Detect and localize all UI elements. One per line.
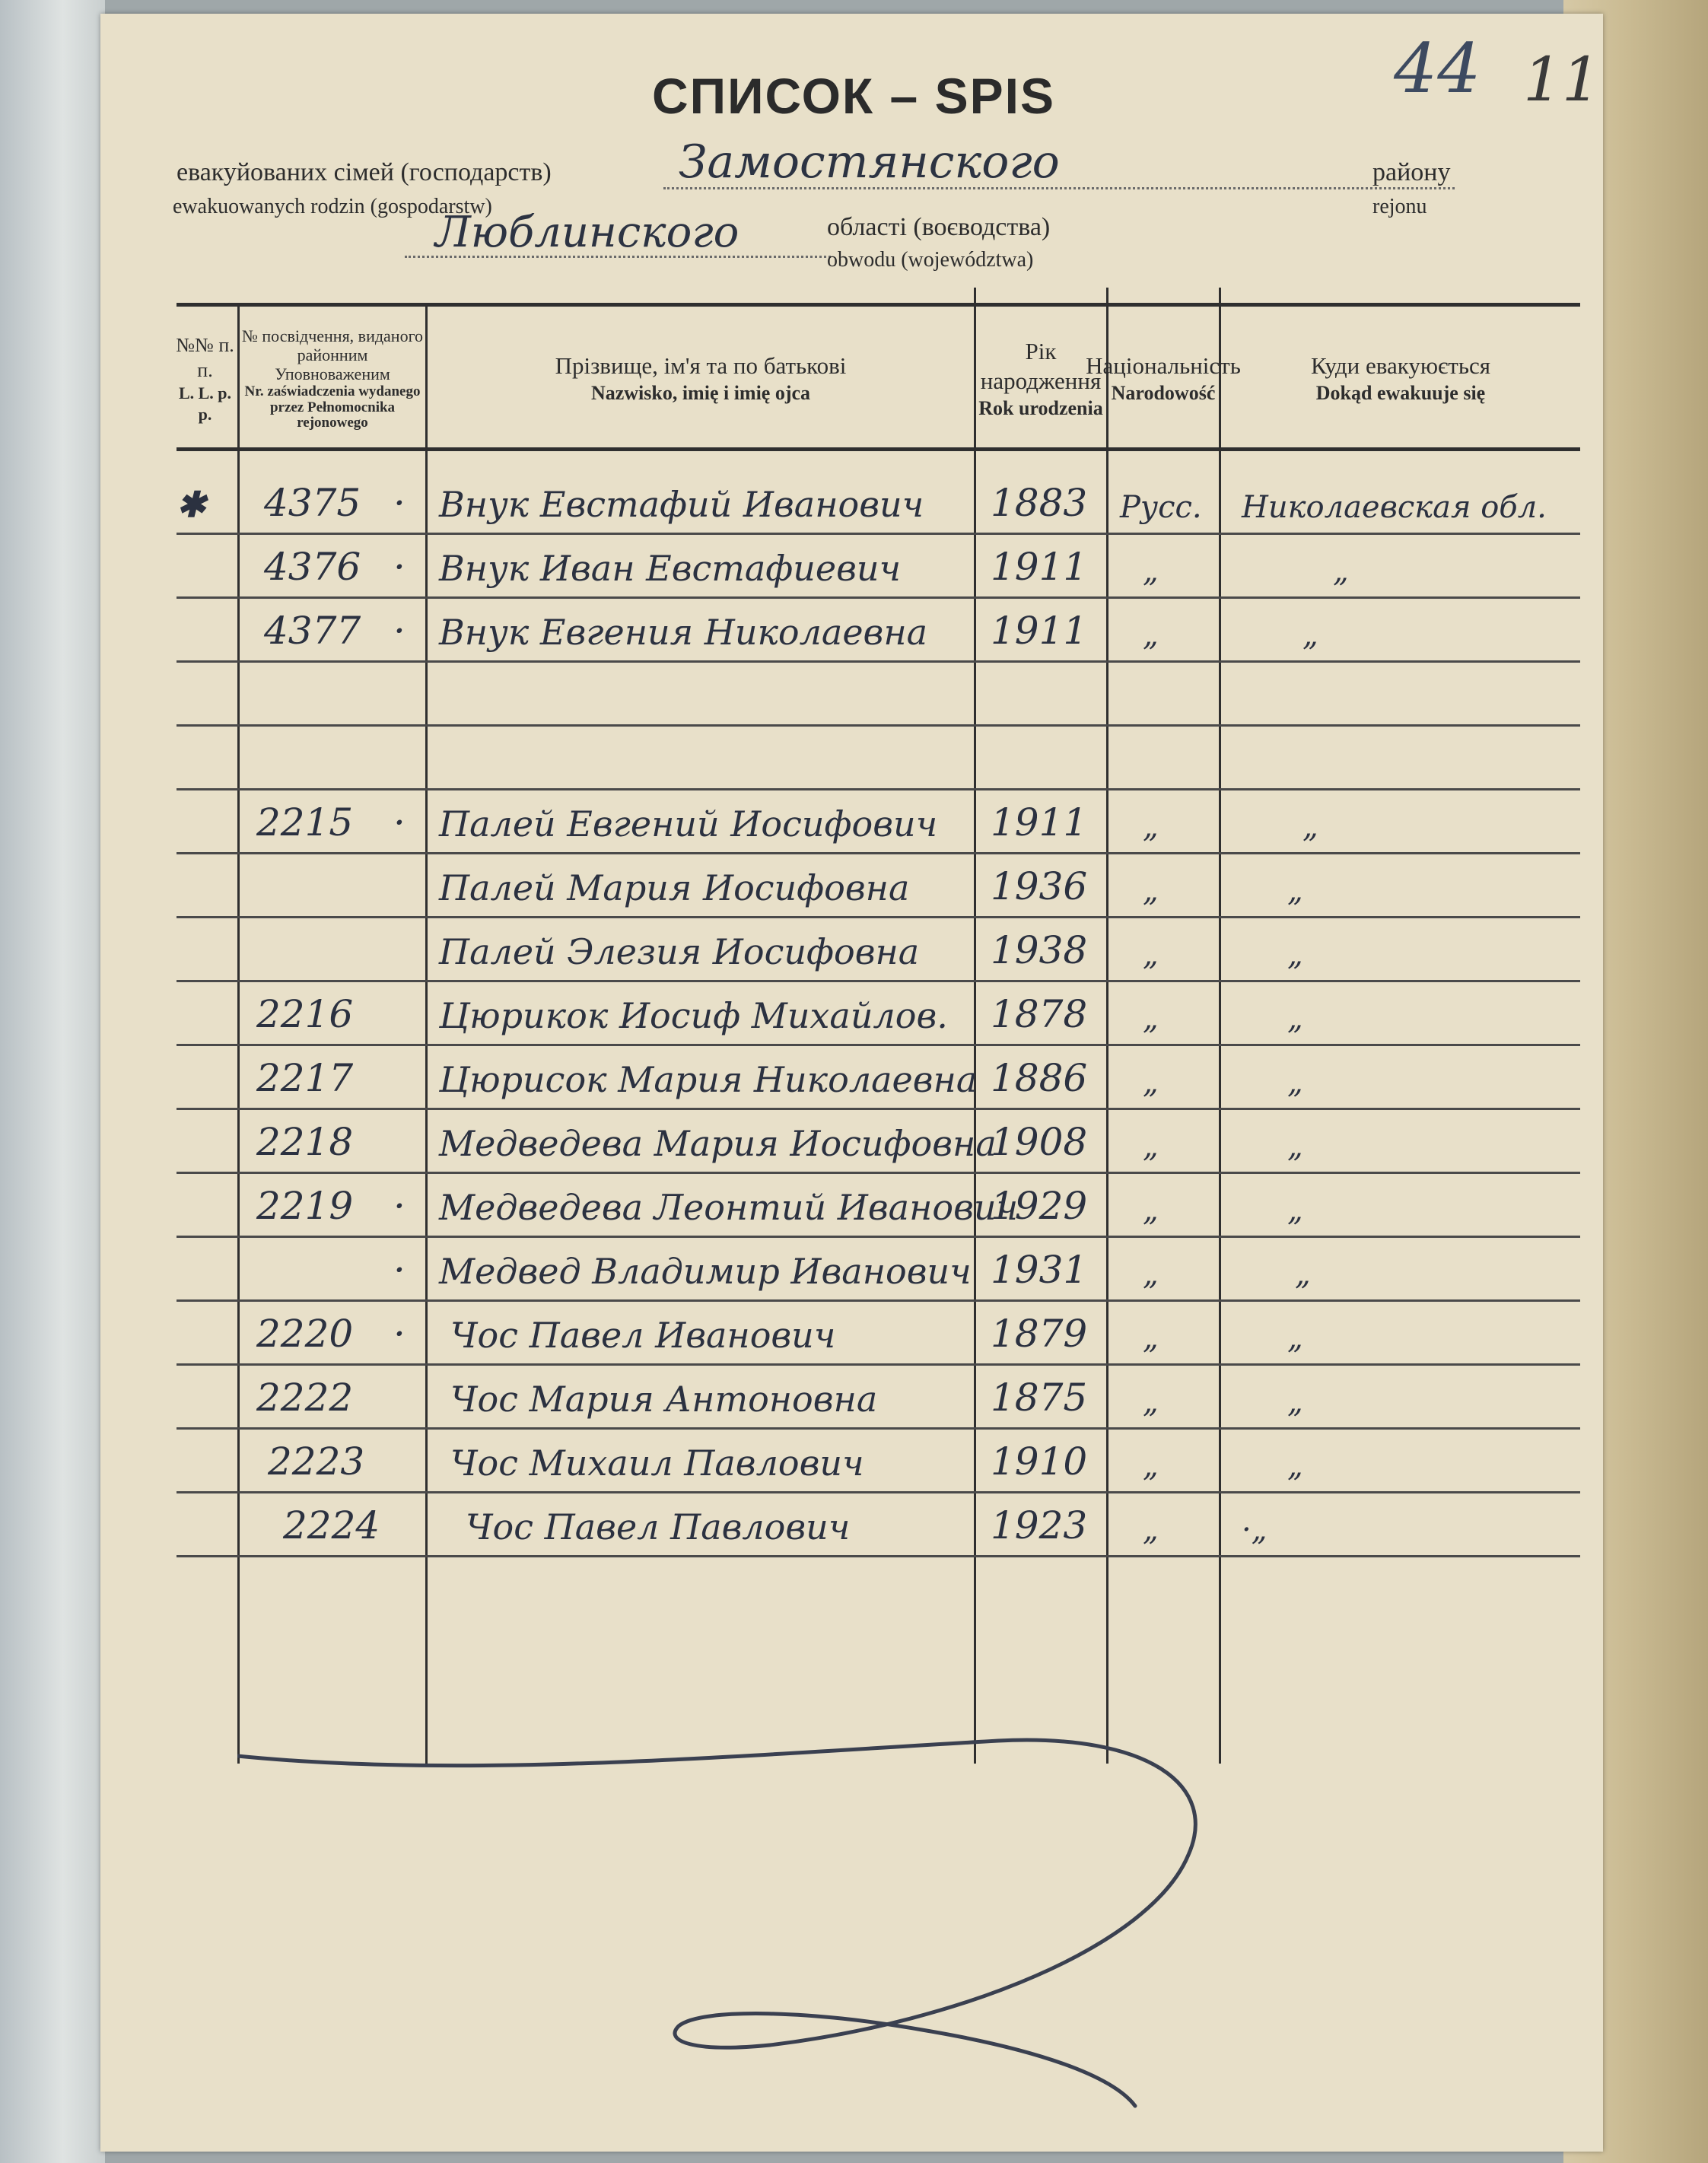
header-name: Прізвище, ім'я та по батькові Nazwisko, imię i imię ojca (555, 352, 847, 405)
header-cert: № посвідчення, виданого районним Уповноваженим Nr. zaświadczenia wydanego przez Pełnomocnika rejonowego (241, 326, 424, 431)
region-label-pl: obwodu (województwa) (827, 248, 1034, 272)
table-row: 4376 · Внук Иван Евстафиевич 1911 „ „ (100, 533, 1603, 596)
table-row: 2220 · Чос Павел Иванович 1879 „ „ (100, 1299, 1603, 1363)
table-row: 2219 · Медведева Леонтий Иванович 1929 „ „ (100, 1172, 1603, 1236)
region-value: Люблинского (435, 208, 739, 257)
families-label-pl: ewakuowanych rodzin (gospodarstw) (173, 195, 492, 218)
header-num: №№ п. п. L. L. p. p. (176, 334, 234, 424)
table-row (100, 724, 1603, 788)
header-year: Рік народження Rok urodzenia (978, 338, 1103, 419)
table-header-bottom-rule (177, 447, 1580, 451)
table-row: 4377 · Внук Евгения Николаевна 1911 „ „ (100, 596, 1603, 660)
district-label-ua: району (1372, 158, 1451, 186)
header-destination: Куди евакуюється Dokąd ewakuuje się (1310, 352, 1491, 405)
district-label-pl: rejonu (1372, 195, 1427, 218)
table-row: Палей Элезия Иосифовна 1938 „ „ (100, 916, 1603, 980)
table-row: Палей Мария Иосифовна 1936 „ „ (100, 852, 1603, 916)
table-row: 2224 Чос Павел Павлович 1923 „ ·„ (100, 1491, 1603, 1555)
table-row: 2218 Медведева Мария Иосифовна 1908 „ „ (100, 1108, 1603, 1172)
closing-swirl-mark (237, 1726, 1226, 2121)
table-row (100, 660, 1603, 724)
page-number-handwritten: 44 (1394, 29, 1481, 109)
document-page (100, 14, 1603, 2152)
district-dotline (663, 187, 1455, 189)
table-row: 2222 Чос Мария Антоновна 1875 „ „ (100, 1363, 1603, 1427)
table-top-rule (177, 303, 1580, 307)
table-row: 2216 Цюрикок Иосиф Михайлов. 1878 „ „ (100, 980, 1603, 1044)
families-label-ua: евакуйованих сімей (господарств) (177, 158, 552, 186)
table-row: 2223 Чос Михаил Павлович 1910 „ „ (100, 1427, 1603, 1491)
header-nationality: Національність Narodowość (1086, 352, 1241, 405)
table-row: 2215 · Палей Евгений Иосифович 1911 „ „ (100, 788, 1603, 852)
table-row: · Медвед Владимир Иванович 1931 „ „ (100, 1236, 1603, 1299)
region-label-ua: області (воєводства) (827, 213, 1051, 241)
document-title: СПИСОК – SPIS (652, 68, 1055, 124)
table-row: 2217 Цюрисок Мария Николаевна 1886 „ „ (100, 1044, 1603, 1108)
district-value: Замостянского (679, 135, 1060, 189)
region-dotline (405, 256, 831, 258)
page-number-second: 11 (1523, 44, 1601, 115)
table-row: ✱ 4375 · Внук Евстафий Иванович 1883 Русс. Николаевская обл. (100, 469, 1603, 533)
binder-left-edge (0, 0, 105, 2163)
